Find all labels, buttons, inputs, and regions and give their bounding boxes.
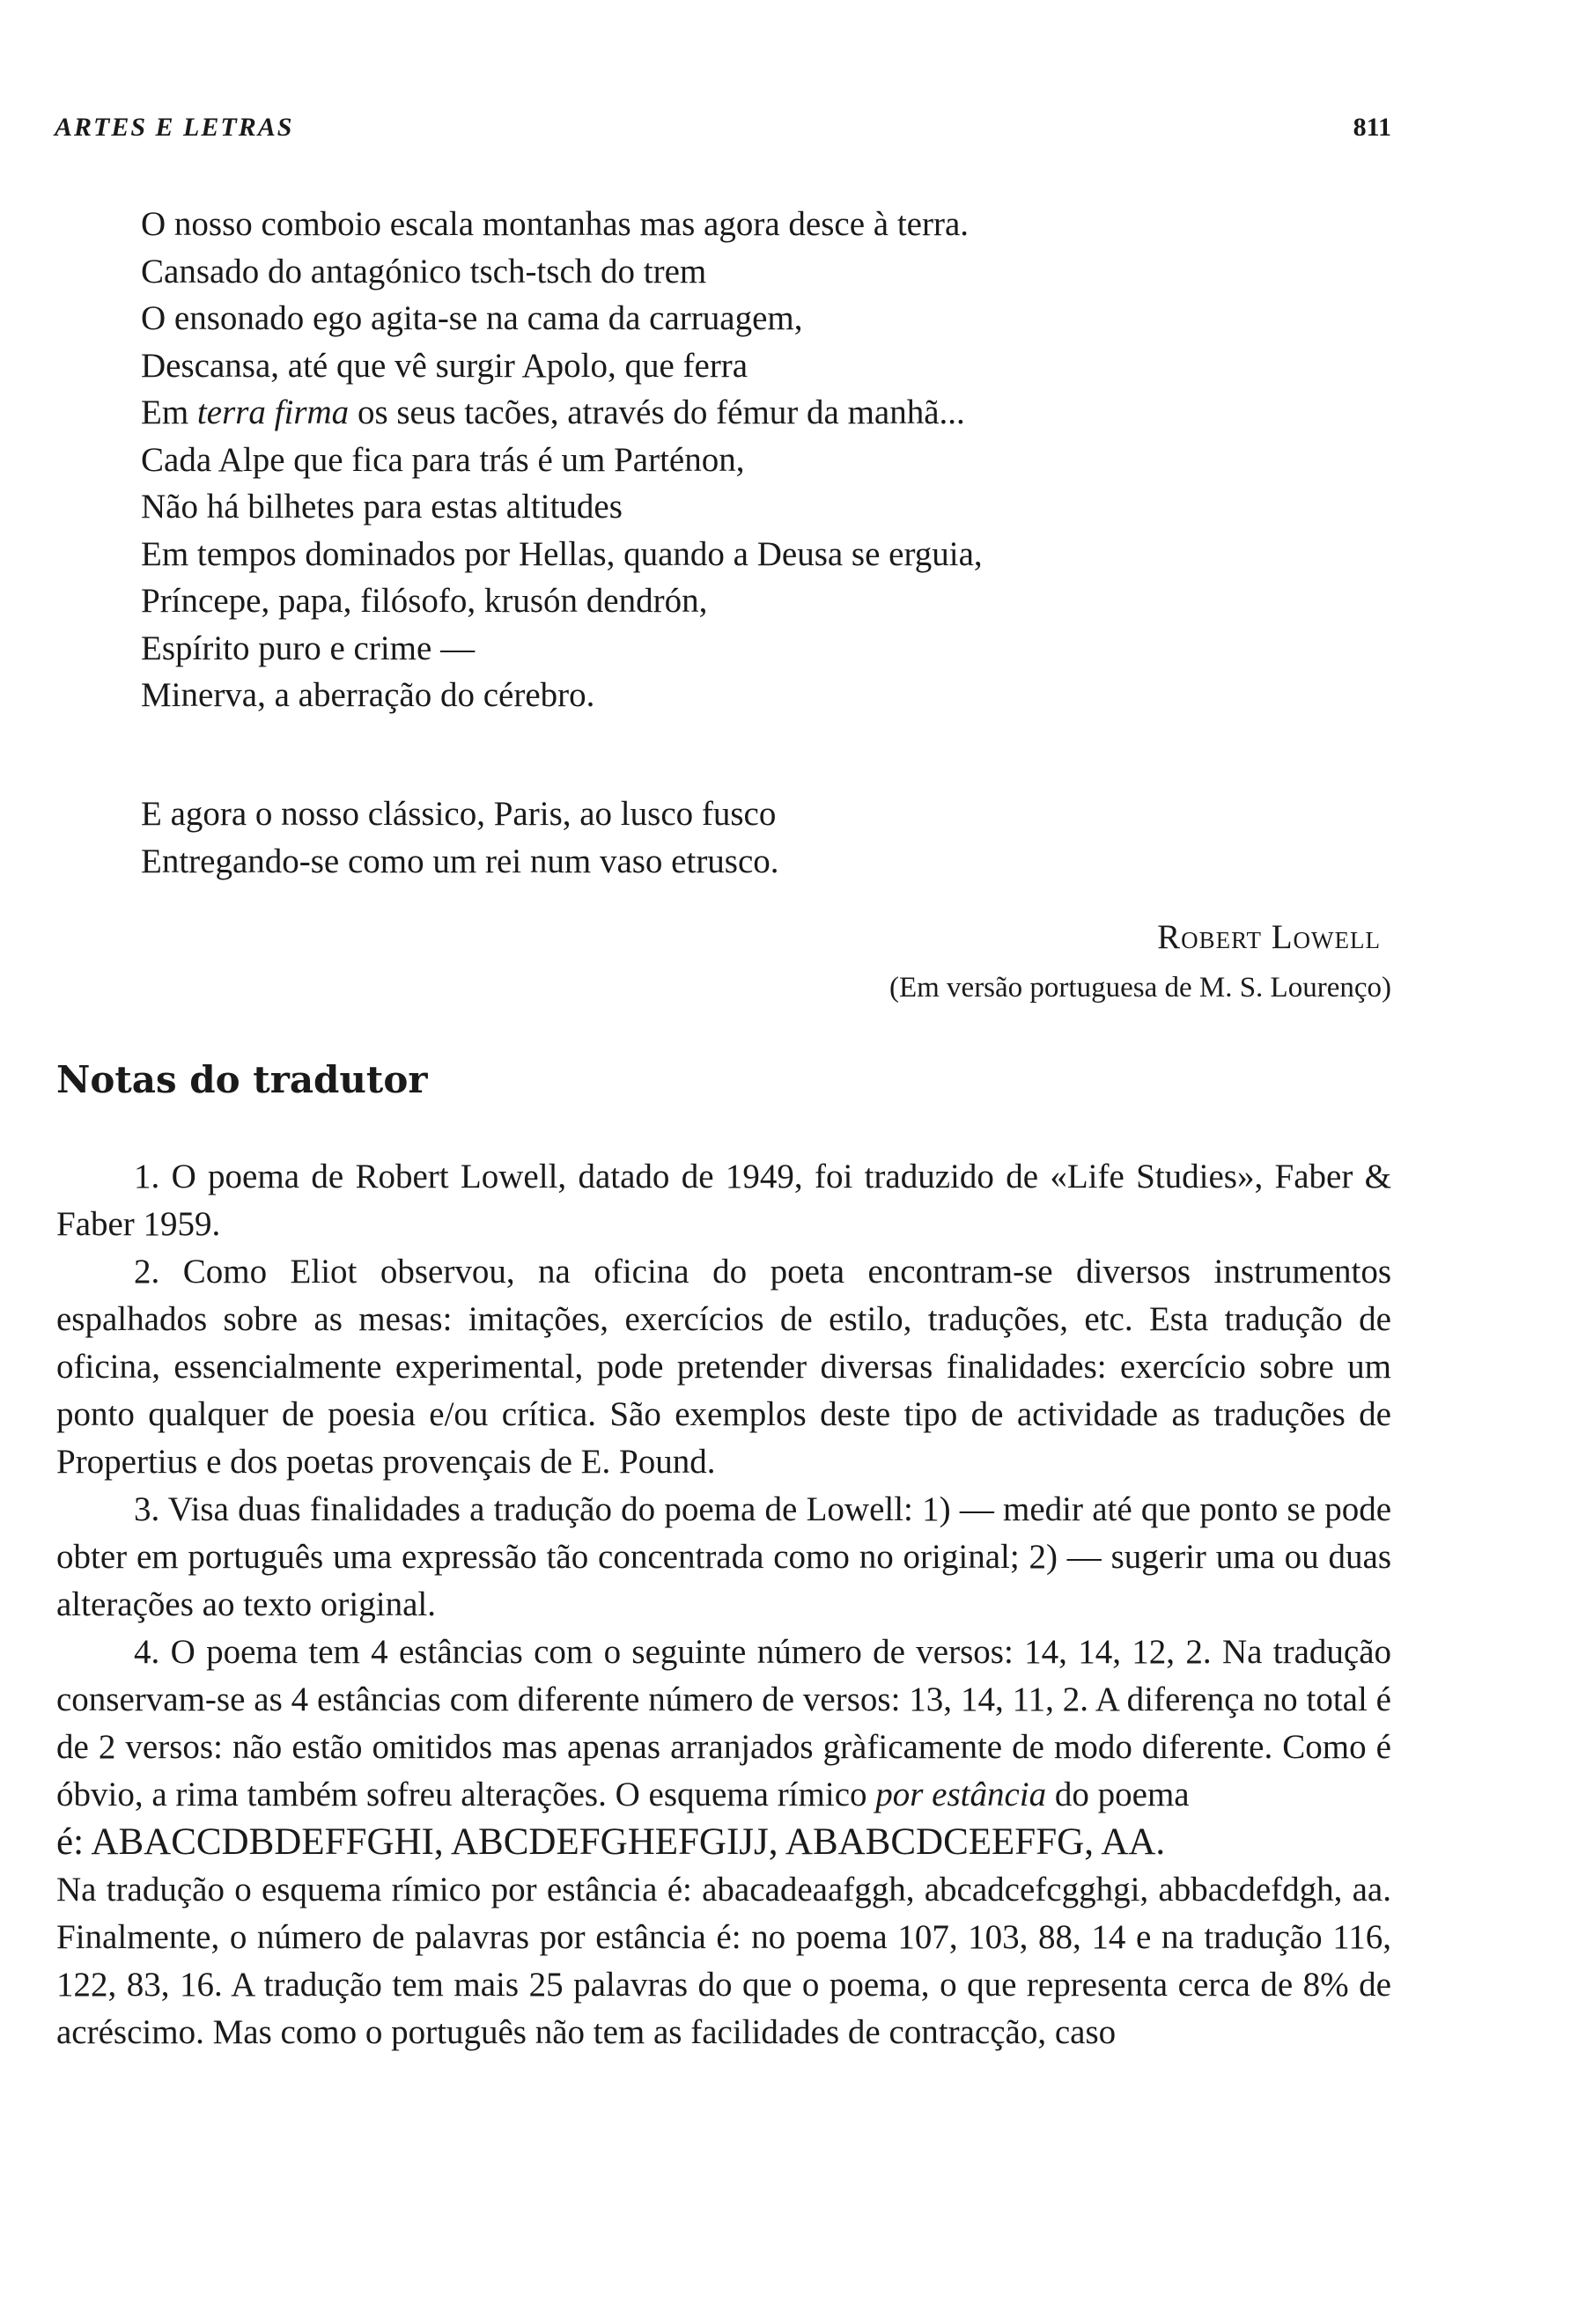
note-4-italic: por estância xyxy=(875,1776,1047,1813)
note-paragraph xyxy=(56,1486,1391,1629)
poem-line: Entregando-se como um rei num vaso etrusco. xyxy=(141,842,779,880)
poem-line: Descansa, até que vê surgir Apolo, que ferra xyxy=(141,346,748,385)
poem-line: Príncepe, papa, filósofo, krusón dendrón, xyxy=(141,582,708,620)
notes-heading: Notas do tradutor xyxy=(56,1058,428,1101)
poem-line: O nosso comboio escala montanhas mas agora desce à terra. xyxy=(141,205,969,243)
rhyme-scheme-formula: é: ABACCDBDEFFGHI, ABCDEFGHEFGIJJ, ABABCDCEEFFG, AA. xyxy=(56,1821,1166,1863)
note-paragraph xyxy=(56,1248,1391,1486)
poem-line: O ensonado ego agita-se na cama da carruagem, xyxy=(141,299,803,337)
poem-line: Em tempos dominados por Hellas, quando a Deusa se erguia, xyxy=(141,534,983,573)
note-3-text: 3. Visa duas finalidades a tradução do poema de Lowell: 1) — medir até que ponto se pode obter em português uma expressão tão concentrada como no original; 2) — sugerir uma ou duas alterações ao texto original. xyxy=(56,1490,1391,1623)
notes-body xyxy=(56,1153,1391,2056)
poem-stanza-1 xyxy=(141,201,1374,719)
poem-stanza-2 xyxy=(141,791,1374,885)
poem-line: Minerva, a aberração do cérebro. xyxy=(141,676,595,714)
note-1-text: 1. O poema de Robert Lowell, datado de 1949, foi traduzido de «Life Studies», Faber & Faber 1959. xyxy=(56,1158,1391,1243)
note-paragraph: Na tradução o esquema rímico por estância é: abacadeaafggh, abcadcefcgghgi, abbacdefdgh, aa. Finalmente, o número de palavras por estância é: no poema 107, 103, 88, 14 e na tradução 116, 122, 83, 16. A tradução tem mais 25 palavras do que o poema, o que representa cerca de 8% de acréscimo. Mas como o português não tem as facilidades de contracção, caso xyxy=(56,1871,1391,2051)
running-head xyxy=(55,113,1391,143)
note-2-text: 2. Como Eliot observou, na oficina do poeta encontram-se diversos instrumentos espalhados sobre as mesas: imitações, exercícios de estilo, traduções, etc. Esta tradução de oficina, essencialmente experimental, pode pretender diversas finalidades: exercício sobre um ponto qualquer de poesia e/ou crítica. São exemplos deste tipo de actividade as traduções de Propertius e dos poetas provençais de E. Pound. xyxy=(56,1253,1391,1481)
translation-credit: (Em versão portuguesa de M. S. Lourenço) xyxy=(889,972,1391,1004)
note-4-text: 4. O poema tem 4 estâncias com o seguinte número de versos: 14, 14, 12, 2. Na tradução conservam-se as 4 estâncias com diferente número de versos: 13, 14, 11, 2. A diferença no total é de 2 versos: não estão omitidos mas apenas arranjados gràficamente de modo diferente. Como é óbvio, a rima também sofreu alterações. O esquema rímico xyxy=(56,1633,1391,1813)
note-4-text: do poema xyxy=(1054,1776,1190,1813)
poem-line-text: os seus tacões, através do fémur da manhã... xyxy=(349,393,965,431)
poem-line-italic: terra firma xyxy=(196,393,350,431)
poem-line: Não há bilhetes para estas altitudes xyxy=(141,488,623,526)
poem-line-text: Em xyxy=(141,393,197,431)
note-paragraph xyxy=(56,1629,1391,1819)
poem-line: Espírito puro e crime — xyxy=(141,629,476,667)
poem-line: E agora o nosso clássico, Paris, ao lusco fusco xyxy=(141,795,777,833)
page-number: 811 xyxy=(1353,113,1391,142)
section-title: ARTES E LETRAS xyxy=(55,113,294,142)
poem-line: Cansado do antagónico tsch-tsch do trem xyxy=(141,252,707,290)
note-paragraph xyxy=(56,1153,1391,1248)
poem-line xyxy=(141,389,1374,437)
poem-line: Cada Alpe que fica para trás é um Parténon, xyxy=(141,440,745,479)
poem-author: Robert Lowell xyxy=(1157,918,1381,956)
